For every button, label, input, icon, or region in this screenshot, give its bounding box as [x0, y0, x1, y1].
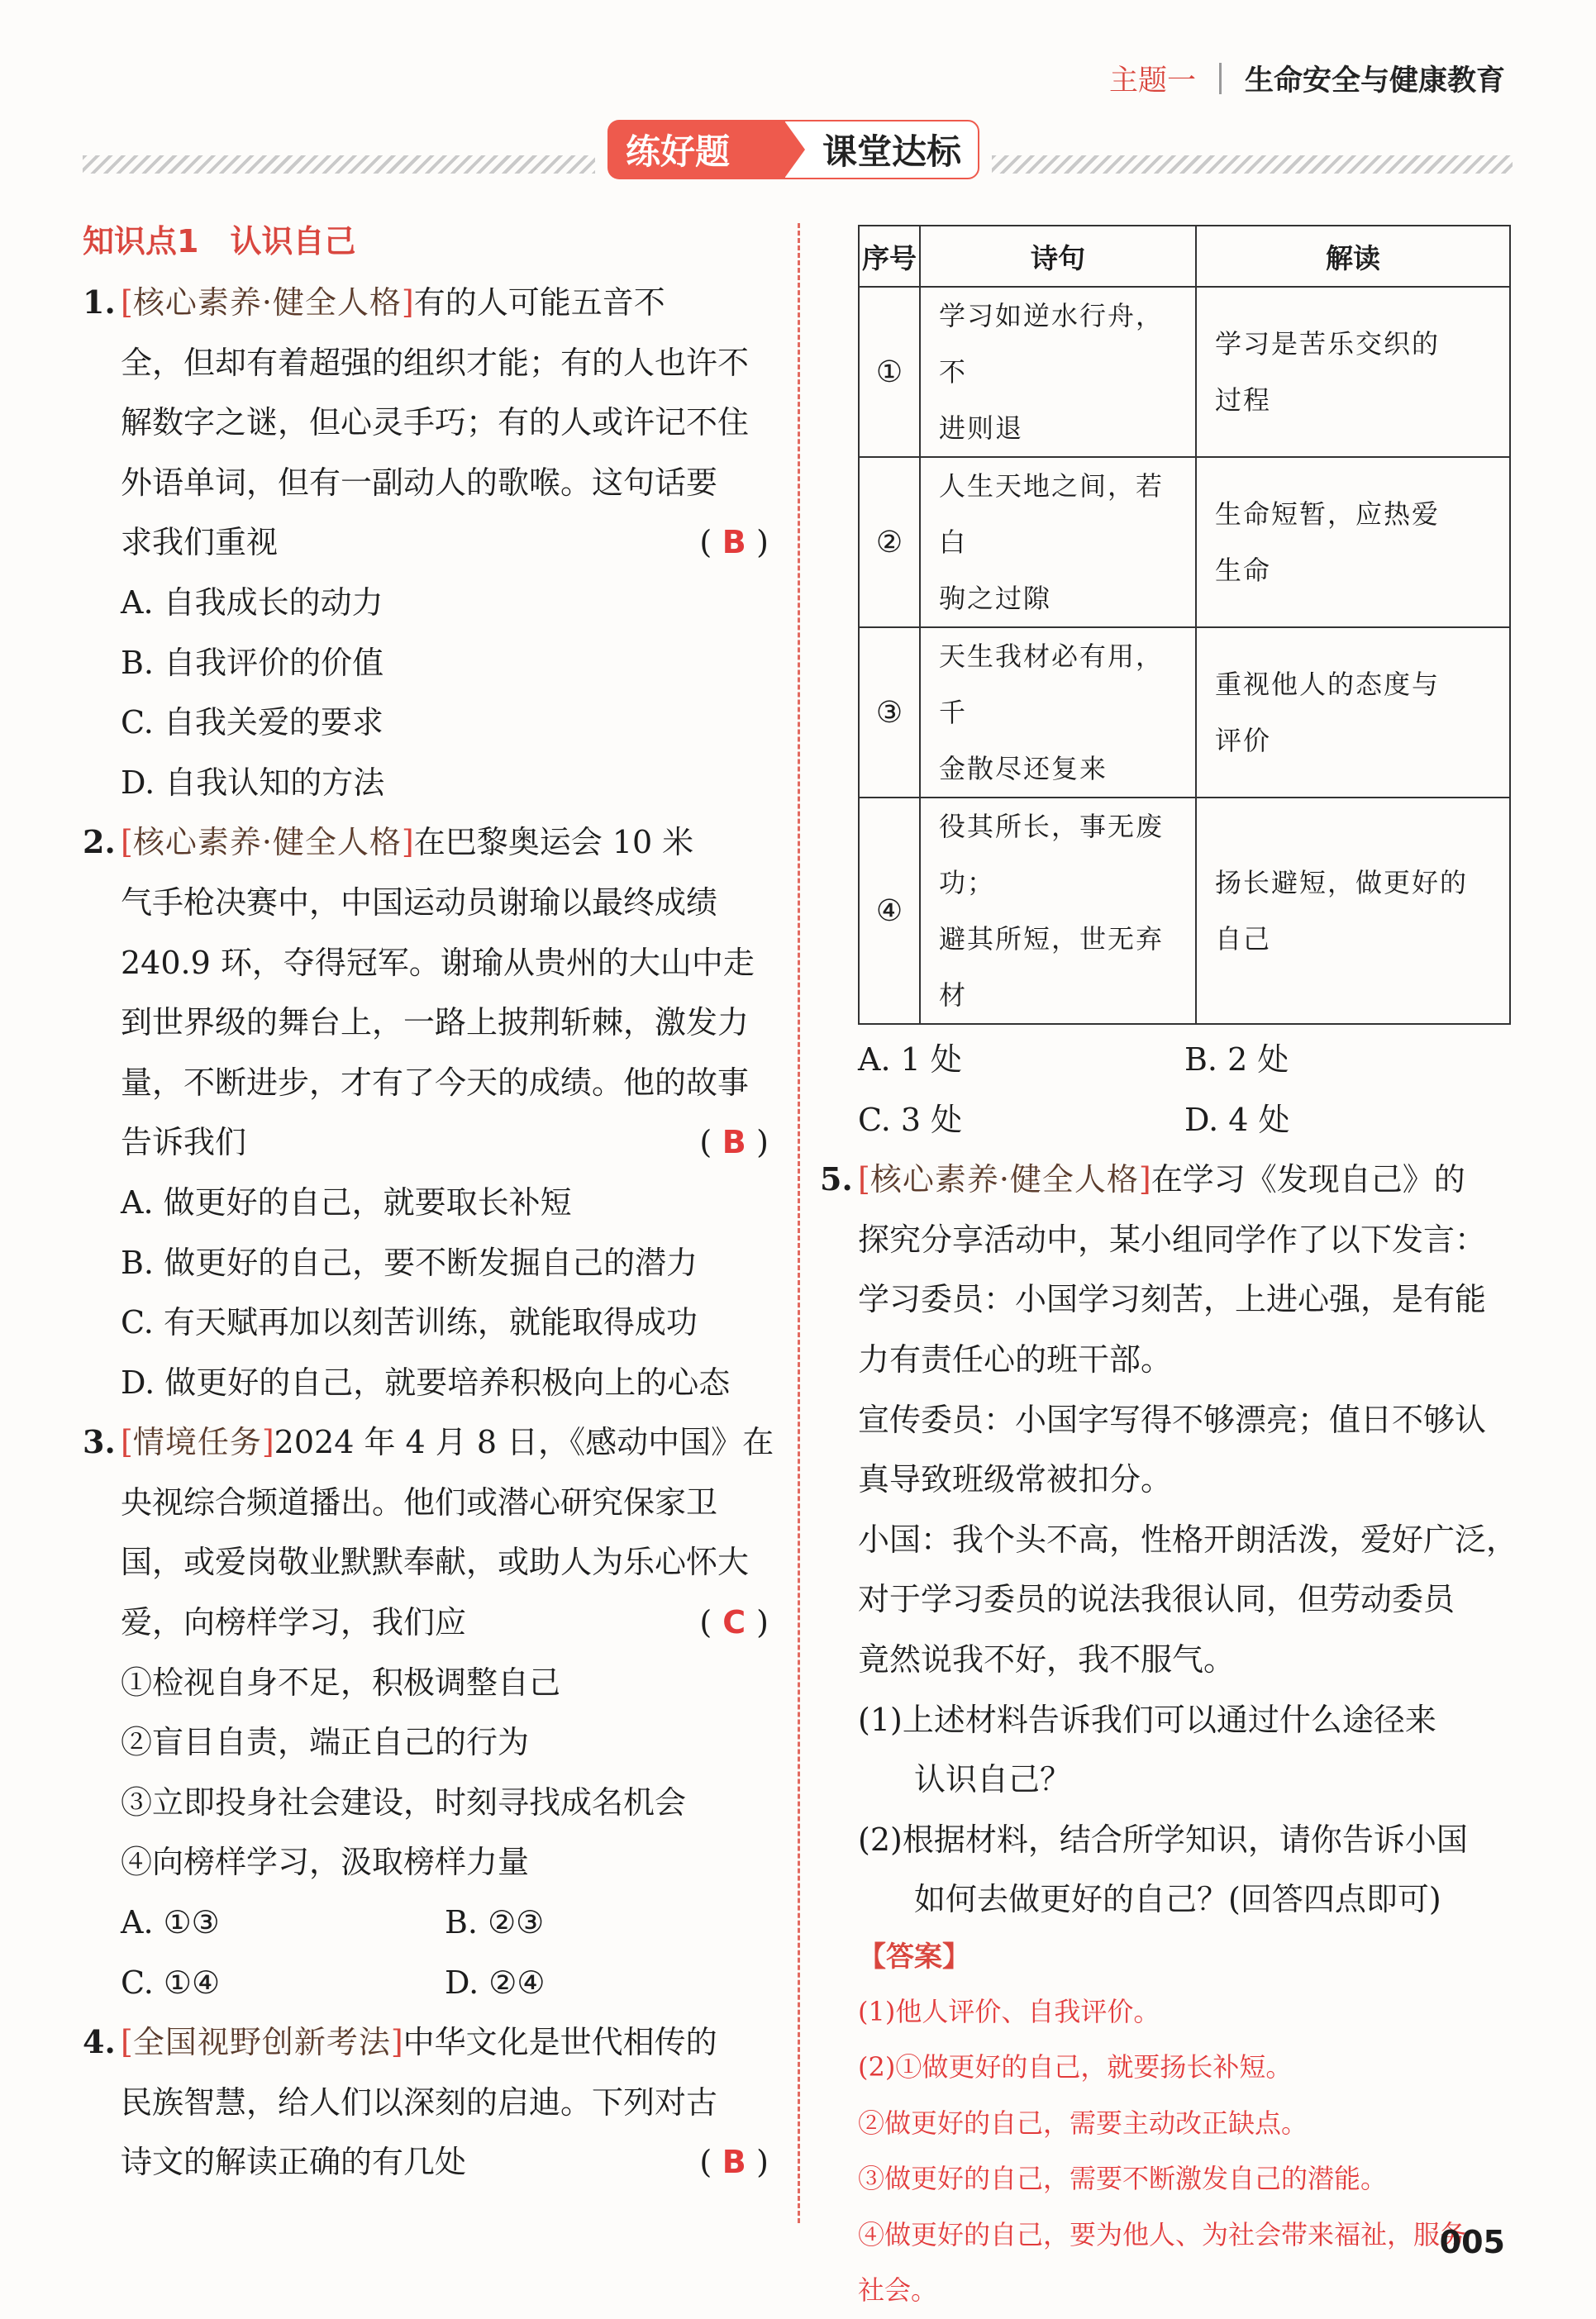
- sub-question-1: (1)上述材料告诉我们可以通过什么途径来: [858, 1701, 1436, 1738]
- q3-item-2: ②盲目自责，端正自己的行为: [121, 1724, 530, 1761]
- speech-line: 宣传委员：小国字写得不够漂亮；值日不够认: [858, 1401, 1487, 1438]
- banner-label-right: 课堂达标: [773, 120, 979, 179]
- q1-answer: B: [722, 524, 746, 561]
- header-title: 生命安全与健康教育: [1244, 64, 1505, 98]
- answer-line: 社会。: [858, 2274, 938, 2307]
- table-row: ④ 役其所长，事无废功； 避其所短，世无弃材 扬长避短，做更好的 自己: [859, 798, 1510, 1024]
- page-header: [1109, 58, 1505, 99]
- table-header: 解读: [1196, 226, 1510, 287]
- column-divider: [798, 223, 800, 2223]
- banner-arrow: [784, 120, 805, 179]
- answer-line: (2)①做更好的自己，就要扬长补短。: [858, 2051, 1293, 2083]
- q1-option-d: D. 自我认知的方法: [121, 764, 385, 801]
- q4-tag: 全国视野创新考法: [132, 2024, 391, 2061]
- q2-answer: B: [722, 1124, 746, 1161]
- q3-option-b: B. ②③: [445, 1904, 545, 1941]
- q4-option-d: D. 4 处: [1184, 1101, 1290, 1138]
- speech-line: 真导致班级常被扣分。: [858, 1461, 1173, 1498]
- table-row: ③ 天生我材必有用，千 金散尽还复来 重视他人的态度与 评价: [859, 627, 1510, 798]
- answer-line: (1)他人评价、自我评价。: [858, 1995, 1160, 2027]
- speech-line: 力有责任心的班干部。: [858, 1340, 1173, 1378]
- question-4: 4. [全国视野创新考法]中华文化是世代相传的 民族智慧，给人们以深刻的启迪。下列对古 诗文的解读正确的有几处 ( B ): [83, 2012, 769, 2193]
- question-5: 5. [核心素养·健全人格]在学习《发现自己》的 探究分享活动中，某小组同学作了以下发言： 学习委员：小国学习刻苦，上进心强，是有能 力有责任心的班干部。 宣传委员：小国字写得不够漂亮；值日不够认 真导致班级常被扣分。 小国：我个头不高，性格开朗活泼，爱好广泛， 对于学习委员的说法我很认同，但劳动委员 竟然说我不好，我不服气。 (1)上述材料告诉我们可以通过什么途径来 认识自己？ (2)根据材料，结合所学知识，请你告诉小国 如何去做更好的自己？(回答四点即可) 【答案】 (1)他人评价、自我评价。 (2)①做更好的自己，就要扬长补短。 ②做更好的自己，需要主动改正缺点。 ③做更好的自己，需要不断激发自己的潜能。 ④做更好的自己，要为他人、为社会带来福祉，服务 社会。: [820, 1150, 1511, 2319]
- knowledge-point-title: 知识点1 认识自己: [83, 223, 356, 260]
- right-column: [820, 225, 1518, 2319]
- speech-line: 小国：我个头不高，性格开朗活泼，爱好广泛，: [858, 1521, 1518, 1558]
- section-banner: [607, 120, 979, 179]
- q3-item-3: ③立即投身社会建设，时刻寻找成名机会: [121, 1783, 687, 1821]
- q2-option-d: D. 做更好的自己，就要培养积极向上的心态: [121, 1364, 731, 1401]
- q3-answer: C: [722, 1604, 746, 1641]
- banner-stripe-right: [992, 155, 1513, 174]
- q1-option-c: C. 自我关爱的要求: [121, 704, 384, 741]
- question-3: 3. [情境任务]2024 年 4 月 8 日，《感动中国》在 央视综合频道播出。他们或潜心研究保家卫 国，或爱岗敬业默默奉献，或助人为乐心怀大 爱，向榜样学习，我们应 ( C ) ①检视自身不足，积极调整自己 ②盲目自责，端正自己的行为 ③立即投身社会建设，时刻寻找成名机会 ④向榜样学习，汲取榜样力量 A. ①③ B. ②③ C. ①④ D. ②④: [83, 1412, 769, 2012]
- header-topic: 主题一: [1108, 64, 1196, 98]
- banner-stripe-left: [83, 155, 595, 174]
- speech-line: 学习委员：小国学习刻苦，上进心强，是有能: [858, 1281, 1487, 1318]
- table-row: ② 人生天地之间，若白 驹之过隙 生命短暂，应热爱 生命: [859, 457, 1510, 627]
- table-row: ① 学习如逆水行舟，不 进则退 学习是苦乐交织的 过程: [859, 287, 1510, 457]
- answer-line: ③做更好的自己，需要不断激发自己的潜能。: [858, 2163, 1388, 2195]
- poem-table: [858, 225, 1511, 1025]
- q4-answer: B: [722, 2144, 746, 2181]
- answer-line: ②做更好的自己，需要主动改正缺点。: [858, 2107, 1308, 2139]
- speech-line: 对于学习委员的说法我很认同，但劳动委员: [858, 1581, 1455, 1618]
- page-number: 005: [1439, 2224, 1505, 2260]
- q3-option-d: D. ②④: [445, 1964, 545, 2001]
- q1-tag: 核心素养·健全人格: [132, 284, 402, 321]
- q2-option-a: A. 做更好的自己，就要取长补短: [121, 1183, 572, 1221]
- header-separator: [1219, 63, 1222, 94]
- q3-option-a: A. ①③: [121, 1904, 220, 1941]
- sub-question-2: (2)根据材料，结合所学知识，请你告诉小国: [858, 1821, 1468, 1858]
- question-2: 2. [核心素养·健全人格]在巴黎奥运会 10 米 气手枪决赛中，中国运动员谢瑜以最终成绩 240.9 环，夺得冠军。谢瑜从贵州的大山中走 到世界级的舞台上，一路上披荆斩棘，激发力 量，不断进步，才有了今天的成绩。他的故事 告诉我们 ( B ) A. 做更好的自己，就要取长补短 B. 做更好的自己，要不断发掘自己的潜力 C. 有天赋再加以刻苦训练，就能取得成功 D. 做更好的自己，就要培养积极向上的心态: [83, 812, 769, 1412]
- q1-option-a: A. 自我成长的动力: [121, 583, 384, 621]
- left-column: [83, 217, 774, 2193]
- q1-option-b: B. 自我评价的价值: [121, 644, 384, 681]
- q3-tag: 情境任务: [132, 1424, 262, 1461]
- question-1: 1. [核心素养·健全人格]有的人可能五音不 全，但却有着超强的组织才能；有的人也许不 解数字之谜，但心灵手巧；有的人或许记不住 外语单词，但有一副动人的歌喉。这句话要 求我们重视 ( B ) A. 自我成长的动力 B. 自我评价的价值 C. 自我关爱的要求 D. 自我认知的方法: [83, 273, 769, 812]
- q5-tag: 核心素养·健全人格: [869, 1161, 1139, 1198]
- q2-option-c: C. 有天赋再加以刻苦训练，就能取得成功: [121, 1304, 698, 1341]
- q4-option-a: A. 1 处: [858, 1041, 962, 1078]
- q2-tag: 核心素养·健全人格: [132, 824, 402, 861]
- q3-item-4: ④向榜样学习，汲取榜样力量: [121, 1844, 530, 1881]
- table-header: 诗句: [920, 226, 1196, 287]
- answer-line: ④做更好的自己，要为他人、为社会带来福祉，服务: [858, 2218, 1467, 2250]
- q2-option-b: B. 做更好的自己，要不断发掘自己的潜力: [121, 1244, 698, 1281]
- q4-option-c: C. 3 处: [858, 1101, 963, 1138]
- speech-line: 竟然说我不好，我不服气。: [858, 1640, 1236, 1678]
- banner-label-left: 练好题: [607, 120, 785, 179]
- q4-option-b: B. 2 处: [1184, 1041, 1289, 1078]
- table-header: 序号: [859, 226, 920, 287]
- table-header-row: [859, 226, 1510, 287]
- answer-heading: 【答案】: [858, 1940, 970, 1974]
- q3-option-c: C. ①④: [121, 1964, 221, 2001]
- q3-item-1: ①检视自身不足，积极调整自己: [121, 1664, 561, 1701]
